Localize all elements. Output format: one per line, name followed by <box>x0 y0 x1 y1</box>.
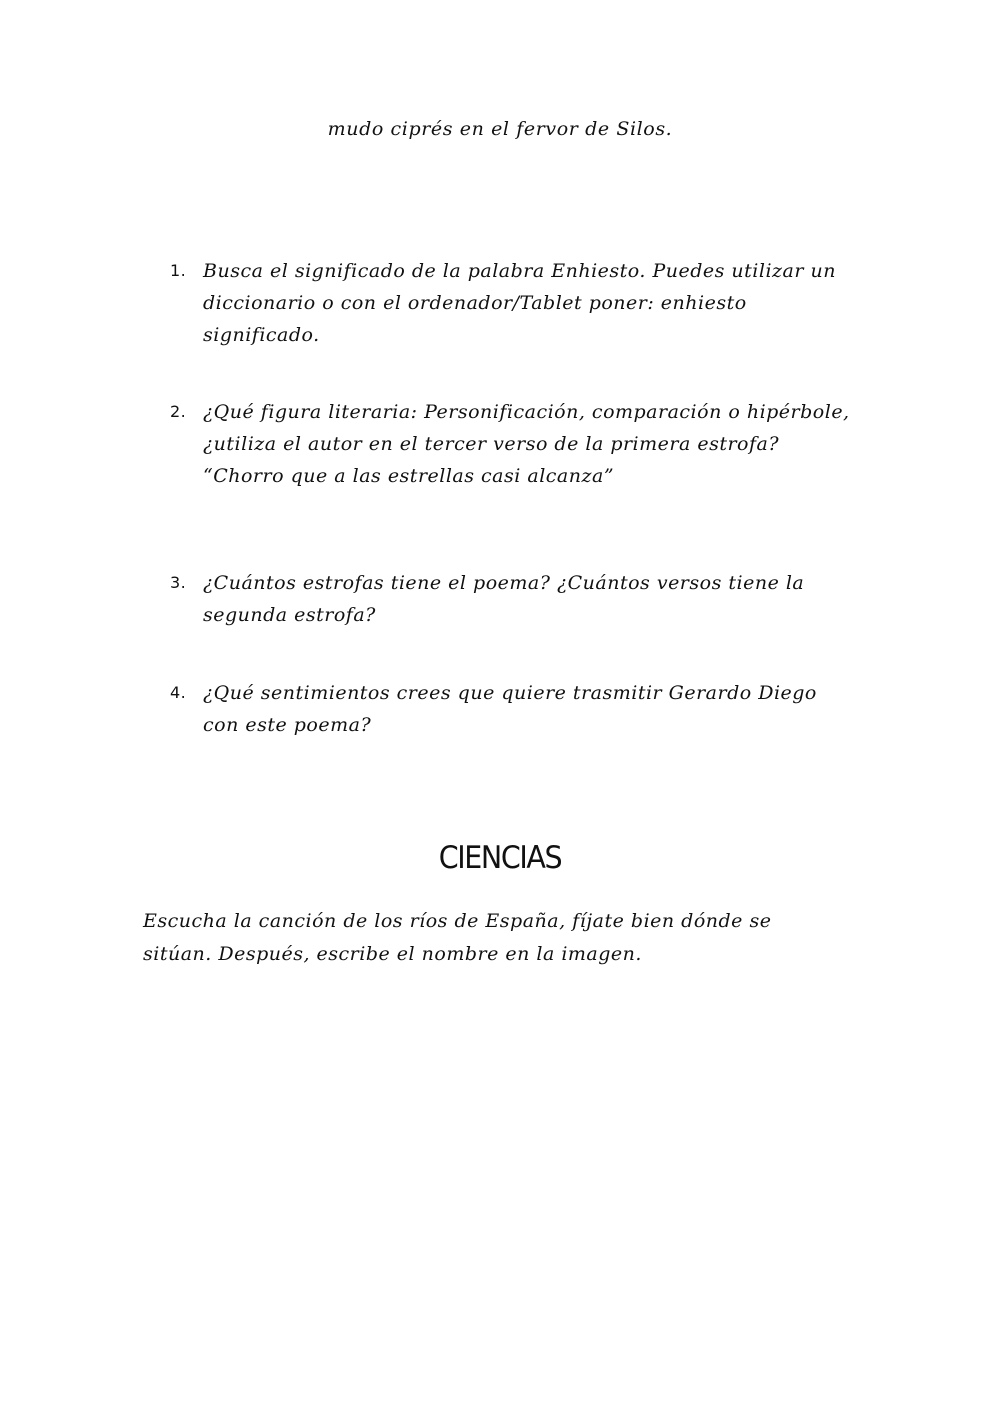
question-text: ¿Qué figura literaria: Personificación, comparación o hipérbole, ¿utiliza el autor en el tercer verso de la primera estrofa? “Chorro que a las estrellas casi alcanza” <box>203 401 850 487</box>
question-text: ¿Cuántos estrofas tiene el poema? ¿Cuántos versos tiene la segunda estrofa? <box>203 572 805 626</box>
question-item-2 <box>170 396 850 492</box>
question-item-4 <box>170 677 850 741</box>
question-number: 2. <box>170 402 187 421</box>
section-instruction: Escucha la canción de los ríos de España, fíjate bien dónde se sitúan. Después, escribe el nombre en la imagen. <box>143 910 772 965</box>
question-item-1 <box>170 255 850 351</box>
question-item-3 <box>170 567 850 631</box>
question-number: 4. <box>170 683 187 702</box>
question-text: ¿Qué sentimientos crees que quiere trasmitir Gerardo Diego con este poema? <box>203 682 817 736</box>
question-text: Busca el significado de la palabra Enhiesto. Puedes utilizar un diccionario o con el ordenador/Tablet poner: enhiesto significado. <box>203 260 836 346</box>
question-number: 3. <box>170 573 187 592</box>
question-number: 1. <box>170 261 187 280</box>
section-title: CIENCIAS <box>438 840 562 876</box>
poem-verse-line: mudo ciprés en el fervor de Silos. <box>327 118 673 140</box>
